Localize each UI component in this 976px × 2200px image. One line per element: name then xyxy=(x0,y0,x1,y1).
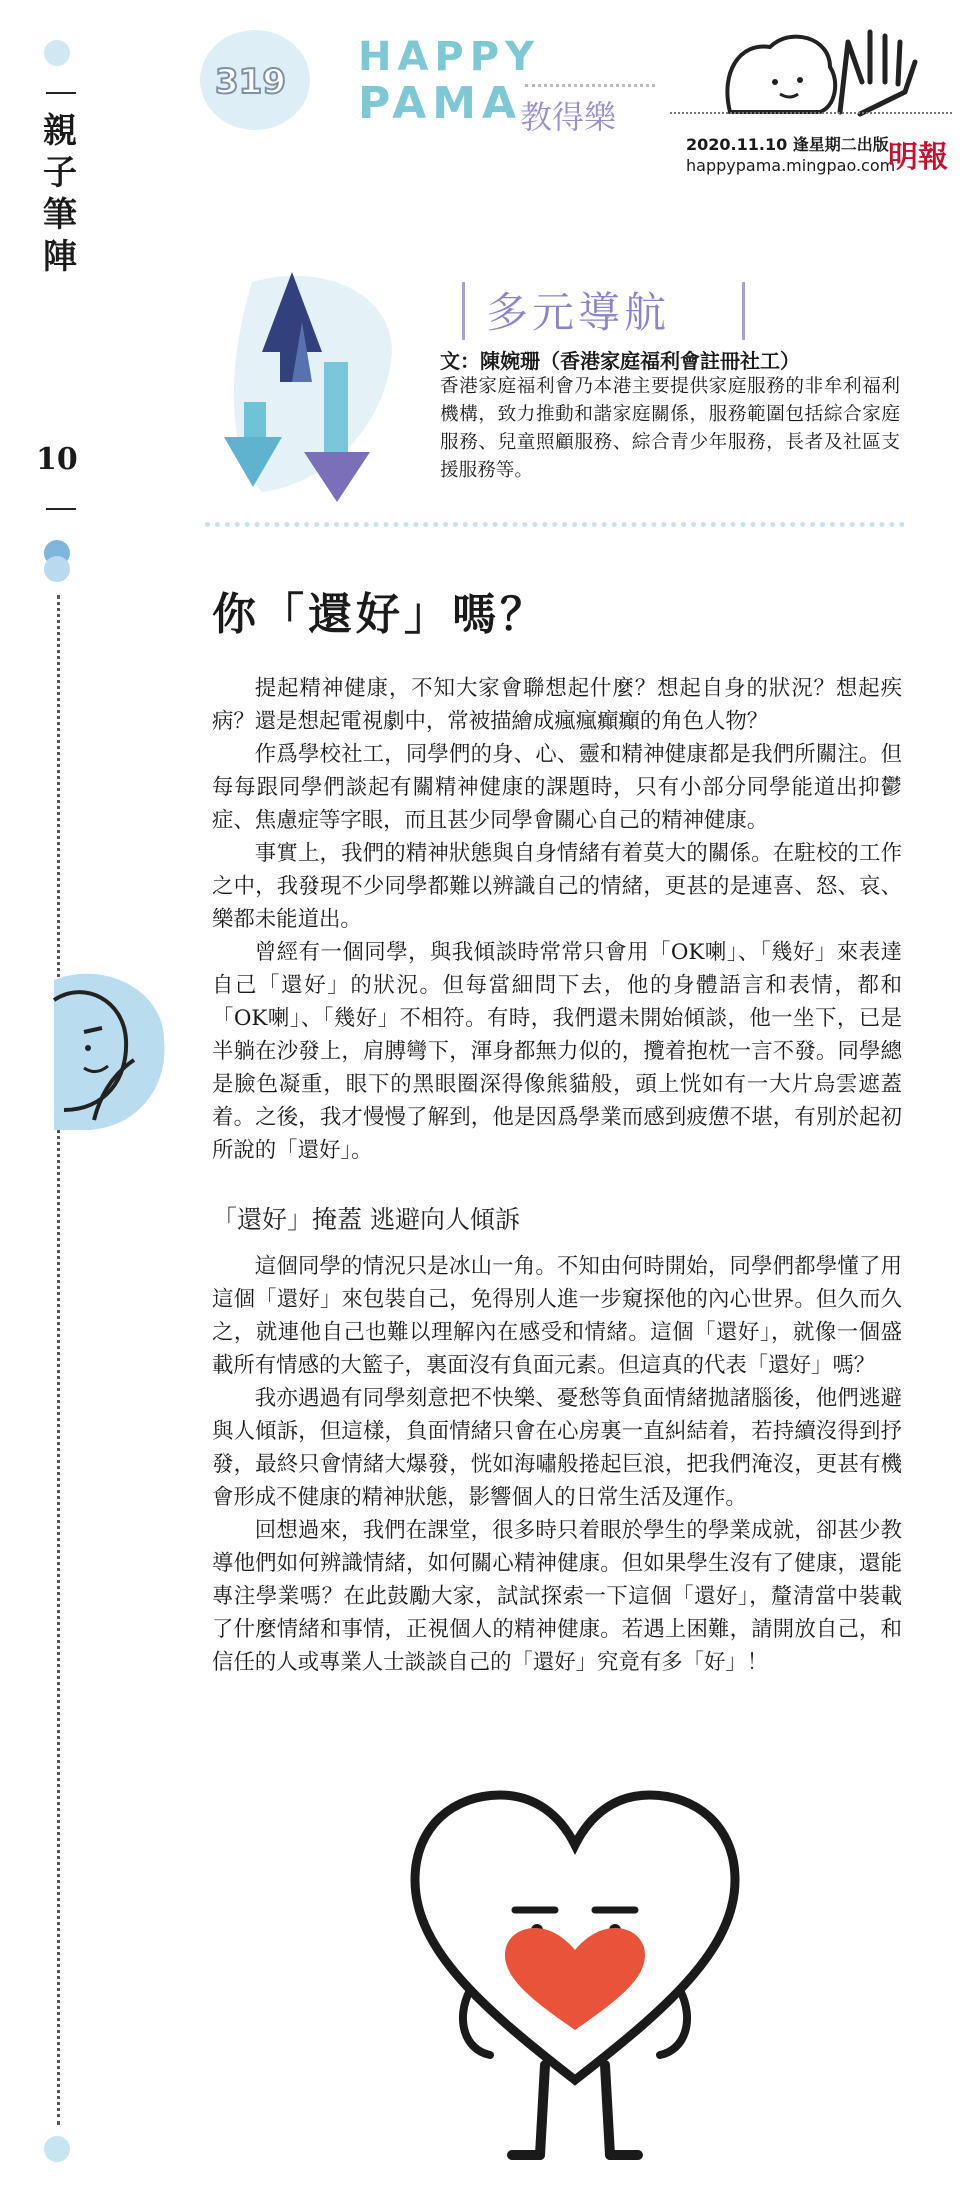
sidebar-dot-bottom xyxy=(44,2136,70,2162)
article-body-part2 xyxy=(212,1250,902,1679)
sidebar-dot-mid2 xyxy=(44,556,70,582)
column-title: 多元導航 xyxy=(486,288,671,337)
arrows-illustration xyxy=(212,262,412,502)
newspaper-logo: 明報 xyxy=(888,140,948,175)
paragraph: 這個同學的情況只是冰山一角。不知由何時開始，同學們都學懂了用這個「還好」來包裝自己，免得別人進一步窺探他的內心世界。但久而久之，就連他自己也難以理解內在感受和情緒。這個「還好」，就像一個盛載所有情感的大籃子，裏面沒有負面元素。但這真的代表「還好」嗎？ xyxy=(212,1254,902,1378)
sidebar-dot-top xyxy=(44,40,70,66)
header-rule xyxy=(670,112,952,114)
issue-date: 2020.11.10 逢星期二出版 xyxy=(686,135,889,154)
column-title-bar-right xyxy=(742,282,745,340)
section-separator xyxy=(205,522,905,527)
issue-number: 319 xyxy=(215,62,286,102)
peeking-character-illustration xyxy=(44,960,174,1140)
article-body-part1 xyxy=(212,672,902,1167)
header-dots xyxy=(525,84,655,87)
section-title: 親子筆陣 xyxy=(43,111,77,277)
author-description: 香港家庭福利會乃本港主要提供家庭服務的非牟利福利機構，致力推動和諧家庭關係，服務範圍包括綜合家庭服務、兒童照顧服務、綜合青少年服務，長者及社區支援服務等。 xyxy=(440,376,900,481)
article-subheading: 「還好」掩蓋 逃避向人傾訴 xyxy=(212,1205,520,1234)
paragraph: 提起精神健康，不知大家會聯想起什麼？想起自身的狀況？想起疾病？還是想起電視劇中，常被描繪成瘋瘋癲癲的角色人物？ xyxy=(212,676,902,734)
column-title-bar-left xyxy=(462,282,465,340)
page-number: 10 xyxy=(36,442,78,477)
sidebar-dash xyxy=(46,92,76,94)
paragraph: 曾經有一個同學，與我傾談時常常只會用「OK喇」、「幾好」來表達自己「還好」的狀況。但每當細問下去，他的身體語言和表情，都和「OK喇」、「幾好」不相符。有時，我們還未開始傾談，他一坐下，已是半躺在沙發上，肩膊彎下，渾身都無力似的，攬着抱枕一言不發。同學總是臉色凝重，眼下的黑眼圈深得像熊貓般，頭上恍如有一大片烏雲遮蓋着。之後，我才慢慢了解到，他是因爲學業而感到疲憊不堪，有別於起初所說的「還好」。 xyxy=(212,940,902,1163)
sidebar-dotted-line xyxy=(57,595,60,2125)
brand-chinese: 教得樂 xyxy=(520,98,617,136)
brand-happy: HAPPY xyxy=(358,34,541,80)
heart-character-illustration xyxy=(395,1780,755,2180)
website: happypama.mingpao.com xyxy=(686,156,896,175)
paragraph: 作爲學校社工，同學們的身、心、靈和精神健康都是我們所關注。但每每跟同學們談起有關精神健康的課題時，只有小部分同學能道出抑鬱症、焦慮症等字眼，而且甚少同學會關心自己的精神健康。 xyxy=(212,742,902,833)
brand-pama: PAMA xyxy=(358,78,523,129)
header-mascots-illustration xyxy=(720,22,960,122)
sidebar-dash xyxy=(46,508,76,510)
paragraph: 我亦遇過有同學刻意把不快樂、憂愁等負面情緒拋諸腦後，他們逃避與人傾訴，但這樣，負面情緒只會在心房裏一直糾結着，若持續沒得到抒發，最終只會情緒大爆發，恍如海嘯般捲起巨浪，把我們淹沒，更甚有機會形成不健康的精神狀態，影響個人的日常生活及運作。 xyxy=(212,1386,902,1510)
paragraph: 回想過來，我們在課堂，很多時只着眼於學生的學業成就，卻甚少教導他們如何辨識情緒，如何關心精神健康。但如果學生沒有了健康，還能專注學業嗎？在此鼓勵大家，試試探索一下這個「還好」，釐清當中裝載了什麼情緒和事情，正視個人的精神健康。若遇上困難，請開放自己，和信任的人或專業人士談談自己的「還好」究竟有多「好」！ xyxy=(212,1518,902,1675)
author-byline: 文：陳婉珊（香港家庭福利會註冊社工） xyxy=(440,349,800,373)
paragraph: 事實上，我們的精神狀態與自身情緒有着莫大的關係。在駐校的工作之中，我發現不少同學都難以辨識自己的情緒，更甚的是連喜、怒、哀、樂都未能道出。 xyxy=(212,841,902,932)
article-headline: 你「還好」嗎？ xyxy=(212,589,548,640)
